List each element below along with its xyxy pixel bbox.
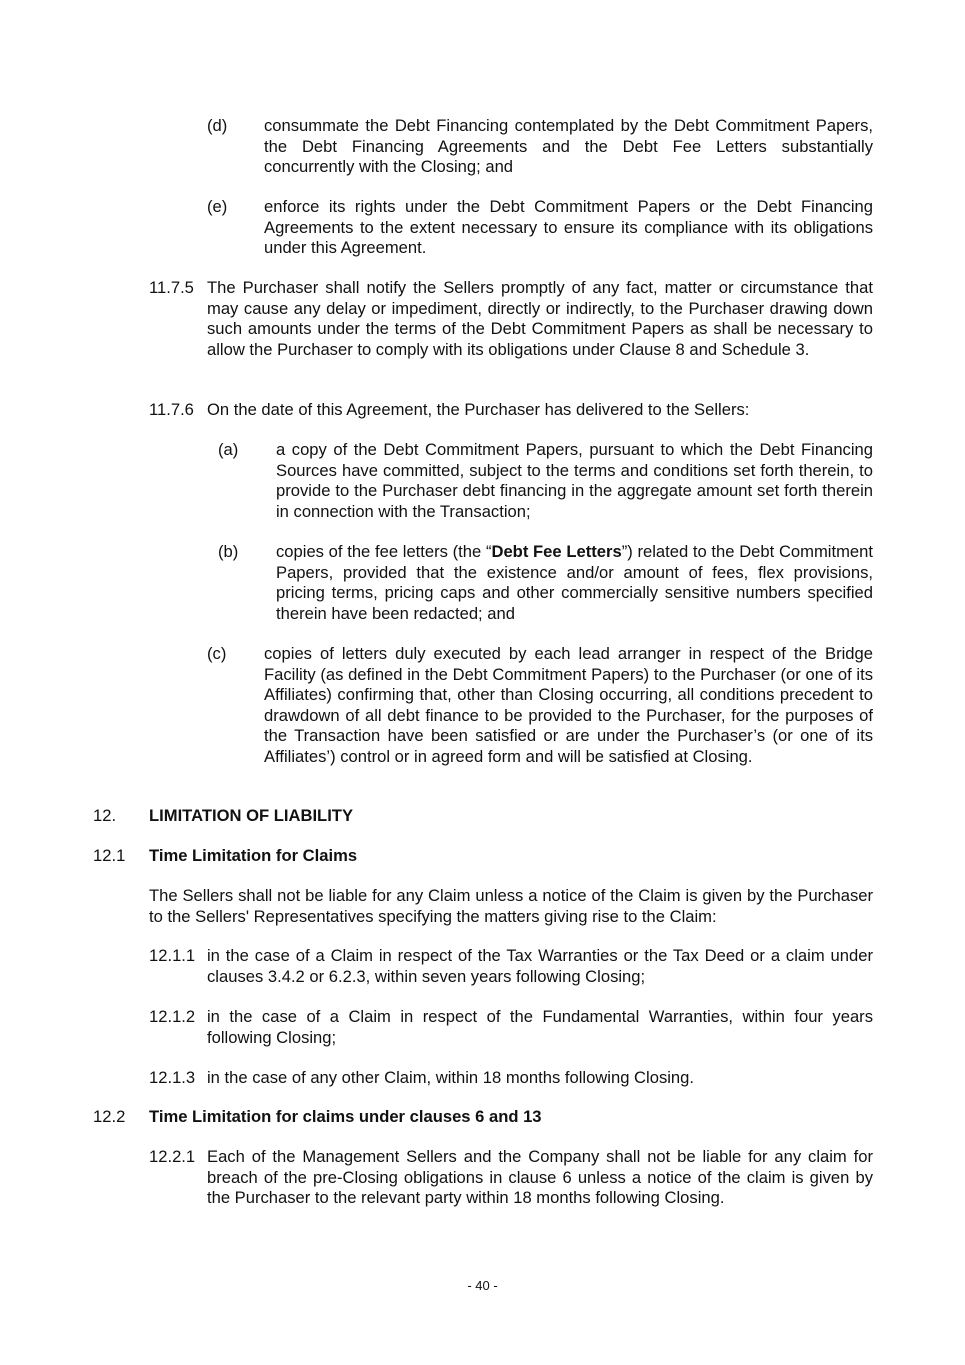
clause-text: in the case of a Claim in respect of the Tax Warranties or the Tax Deed or a claim under clauses 3.4.2 or 6.2.3, within seven years following Closing; <box>207 946 873 986</box>
item-label: (e) <box>207 197 228 216</box>
defined-term: Debt Fee Letters <box>491 542 622 561</box>
section-heading: LIMITATION OF LIABILITY <box>149 806 354 825</box>
item-text: a copy of the Debt Commitment Papers, pursuant to which the Debt Financing Sources have committed, subject to the terms and conditions set forth therein, to provide to the Purchaser debt financing in the aggregate amount set forth therein in connection with the Transaction; <box>276 440 873 521</box>
clause-text: On the date of this Agreement, the Purchaser has delivered to the Sellers: <box>207 400 750 419</box>
clause-number: 11.7.6 <box>149 400 194 419</box>
clause-text: in the case of any other Claim, within 18 months following Closing. <box>207 1068 694 1087</box>
item-label: (d) <box>207 116 228 135</box>
clause-text: in the case of a Claim in respect of the Fundamental Warranties, within four years following Closing; <box>207 1007 873 1047</box>
clause-number: 12.2.1 <box>149 1147 196 1166</box>
clause-number: 11.7.5 <box>149 278 194 297</box>
clause-number: 12.1.3 <box>149 1068 196 1087</box>
section-heading: Time Limitation for Claims <box>149 846 358 865</box>
item-text: enforce its rights under the Debt Commitment Papers or the Debt Financing Agreements to the extent necessary to ensure its compliance with its obligations under this Agreement. <box>264 197 873 257</box>
page-number: - 40 - <box>467 1278 498 1293</box>
section-number: 12.2 <box>93 1107 126 1126</box>
item-text: consummate the Debt Financing contemplated by the Debt Commitment Papers, the Debt Financing Agreements and the Debt Fee Letters substantially concurrently with the Closing; and <box>264 116 873 176</box>
item-label: (a) <box>218 440 239 459</box>
section-intro: The Sellers shall not be liable for any Claim unless a notice of the Claim is given by the Purchaser to the Sellers' Representatives specifying the matters giving rise to the Claim: <box>149 886 873 926</box>
item-text: copies of the fee letters (the “Debt Fee Letters”) related to the Debt Commitment Papers, provided that the existence and/or amount of fees, flex provisions, pricing terms, pricing caps and other commercially sensitive numbers specified therein have been redacted; and <box>276 542 873 623</box>
section-heading: Time Limitation for claims under clauses 6 and 13 <box>149 1107 542 1126</box>
item-text: copies of letters duly executed by each lead arranger in respect of the Bridge Facility (as defined in the Debt Commitment Papers) to the Purchaser (or one of its Affiliates) confirming that, other than Closing occurring, all conditions precedent to drawdown of all debt finance to be provided to the Purchaser, for the purposes of the Transaction have been satisfied or are under the Purchaser’s (or one of its Affiliates’) control or in agreed form and will be satisfied at Closing. <box>264 644 873 766</box>
section-number: 12.1 <box>93 846 126 865</box>
item-label: (c) <box>207 644 227 663</box>
clause-number: 12.1.1 <box>149 946 196 965</box>
clause-number: 12.1.2 <box>149 1007 196 1026</box>
clause-text: The Purchaser shall notify the Sellers promptly of any fact, matter or circumstance that may cause any delay or impediment, directly or indirectly, to the Purchaser drawing down such amounts under the terms of the Debt Commitment Papers as shall be necessary to allow the Purchaser to comply with its obligations under Clause 8 and Schedule 3. <box>207 278 873 359</box>
section-number: 12. <box>93 806 117 825</box>
clause-text: Each of the Management Sellers and the Company shall not be liable for any claim for breach of the pre-Closing obligations in clause 6 unless a notice of the claim is given by the Purchaser to the relevant party within 18 months following Closing. <box>207 1147 873 1207</box>
item-label: (b) <box>218 542 239 561</box>
